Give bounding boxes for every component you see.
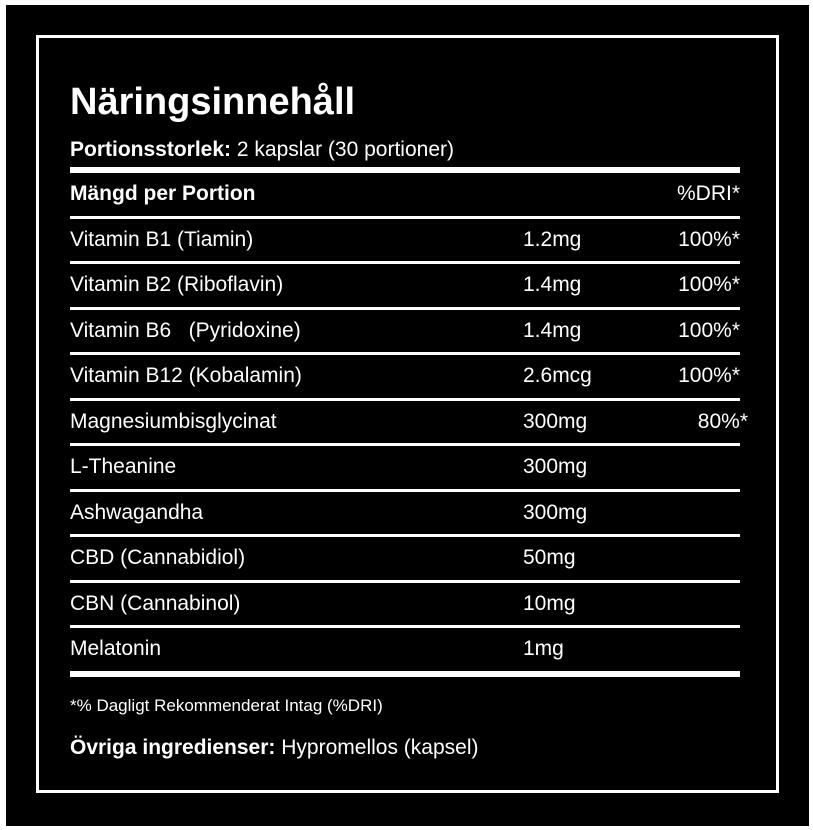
divider [70,671,740,677]
nutrient-amount: 1.4mg [523,318,582,342]
nutrient-name: Vitamin B1 (Tiamin) [70,227,254,251]
table-row [70,446,740,489]
table-row [70,537,740,580]
nutrient-name: Magnesiumbisglycinat [70,409,277,433]
table-row [70,219,740,262]
nutrient-name: CBN (Cannabinol) [70,591,241,615]
nutrient-amount: 2.6mcg [523,364,592,387]
table-row [70,264,740,307]
nutrient-amount: 300mg [523,500,588,524]
nutrient-name: Melatonin [70,637,162,660]
nutrient-dri: 100%* [678,318,740,342]
nutrition-facts [70,75,748,765]
nutrient-name: L-Theanine [70,455,177,478]
table-row [70,355,740,398]
dri-footnote: *% Dagligt Rekommenderat Intag (%DRI) [70,695,383,715]
table-row [70,310,740,353]
serving-size-label: Portionsstorlek: [70,138,232,161]
page-title: Näringsinnehåll [70,81,356,123]
nutrient-dri: 100%* [678,227,740,251]
table-header [70,173,740,216]
nutrient-name: Vitamin B6 (Pyridoxine) [70,318,301,342]
nutrient-amount: 1.2mg [523,227,582,251]
header-amount-per-portion: Mängd per Portion [70,182,256,205]
nutrient-amount: 50mg [523,546,576,569]
serving-size-value: 2 kapslar (30 portioner) [236,138,454,161]
other-ingredients-label: Övriga ingredienser: [70,735,276,759]
nutrient-name: Vitamin B2 (Riboflavin) [70,273,284,296]
header-dri: %DRI* [676,182,740,205]
nutrient-name: Vitamin B12 (Kobalamin) [70,364,302,387]
other-ingredients [70,731,740,765]
other-ingredients-value: Hypromellos (kapsel) [281,735,479,759]
table-row [70,401,748,444]
nutrient-amount: 1.4mg [523,273,582,296]
nutrient-dri: 100%* [678,273,740,296]
nutrient-amount: 1mg [523,637,564,660]
serving-size [70,133,740,167]
table-row [70,492,740,535]
table-row [70,628,740,671]
nutrient-amount: 300mg [523,455,588,478]
nutrient-name: Ashwagandha [70,500,204,524]
nutrition-panel [6,5,809,826]
nutrient-amount: 10mg [523,591,576,615]
nutrient-dri: 80%* [697,409,748,433]
table-row [70,583,740,626]
nutrient-dri: 100%* [678,364,740,387]
nutrient-name: CBD (Cannabidiol) [70,546,246,569]
nutrient-amount: 300mg [523,409,588,433]
